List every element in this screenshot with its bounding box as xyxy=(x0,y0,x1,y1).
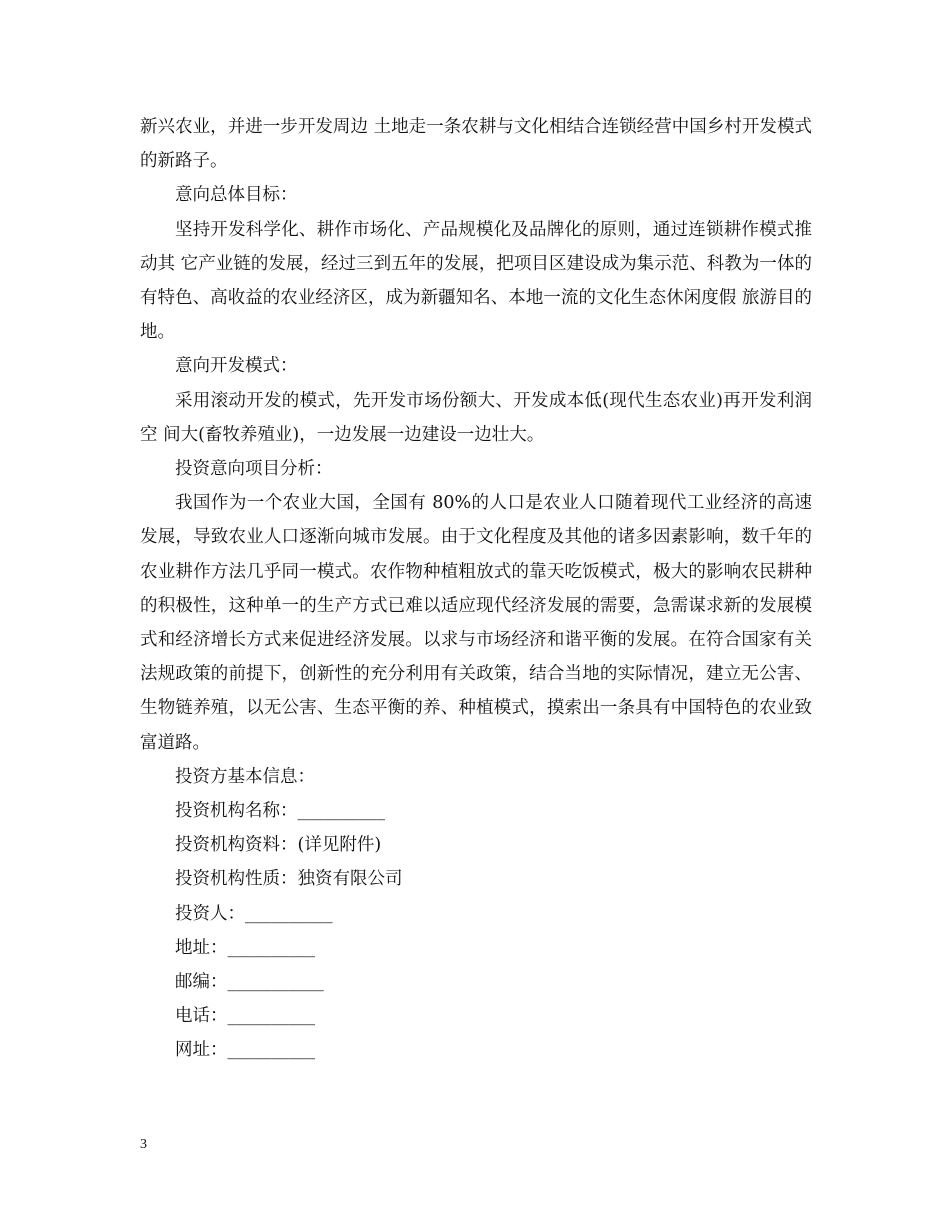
field-website: 网址：__________ xyxy=(175,1040,315,1061)
page-number: 3 xyxy=(140,1137,147,1152)
paragraph-project-analysis: 我国作为一个农业大国，全国有 80%的人口是农业人口随着现代工业经济的高速发展，导致农业人口逐渐向城市发展。由于文化程度及其他的诸多因素影响，数千年的农业耕作方法几乎同一模式。农作物种植粗放式的靠天吃饭模式，极大的影响农民耕种的积极性，这种单一的生产方式已难以适应现代经济发展的需要，急需谋求新的发展模式和经济增长方式来促进经济发展。以求与市场经济和谐平衡的发展。在符合国家有关法规政策的前提下，创新性的充分利用有关政策，结合当地的实际情况，建立无公害、生物链养殖，以无公害、生态平衡的养、种植模式，摸索出一条具有中国特色的农业致富道路。 xyxy=(140,493,812,753)
document-body xyxy=(140,110,812,1068)
field-phone: 电话：__________ xyxy=(175,1006,315,1027)
paragraph-development-mode: 采用滚动开发的模式，先开发市场份额大、开发成本低(现代生态农业)再开发利润空 间大(畜牧养殖业)，一边发展一边建设一边壮大。 xyxy=(140,390,812,445)
heading-investor-info: 投资方基本信息： xyxy=(175,766,315,787)
field-investor: 投资人：__________ xyxy=(175,903,333,924)
heading-project-analysis: 投资意向项目分析： xyxy=(175,459,333,480)
heading-development-mode: 意向开发模式： xyxy=(175,356,298,377)
heading-overall-goal: 意向总体目标： xyxy=(175,185,298,206)
field-institution-materials: 投资机构资料：(详见附件) xyxy=(175,835,382,856)
paragraph-continuation: 新兴农业，并进一步开发周边 土地走一条农耕与文化相结合连锁经营中国乡村开发模式的新路子。 xyxy=(140,117,812,172)
field-address: 地址：__________ xyxy=(175,937,315,958)
field-institution-nature: 投资机构性质：独资有限公司 xyxy=(175,869,403,890)
field-postcode: 邮编：___________ xyxy=(175,972,324,993)
field-institution-name: 投资机构名称：__________ xyxy=(175,801,385,822)
paragraph-overall-goal: 坚持开发科学化、耕作市场化、产品规模化及品牌化的原则，通过连锁耕作模式推动其 它产业链的发展，经过三到五年的发展，把项目区建设成为集示范、科教为一体的有特色、高收益的农业经济区，成为新疆知名、本地一流的文化生态休闲度假 旅游目的地。 xyxy=(140,219,812,343)
